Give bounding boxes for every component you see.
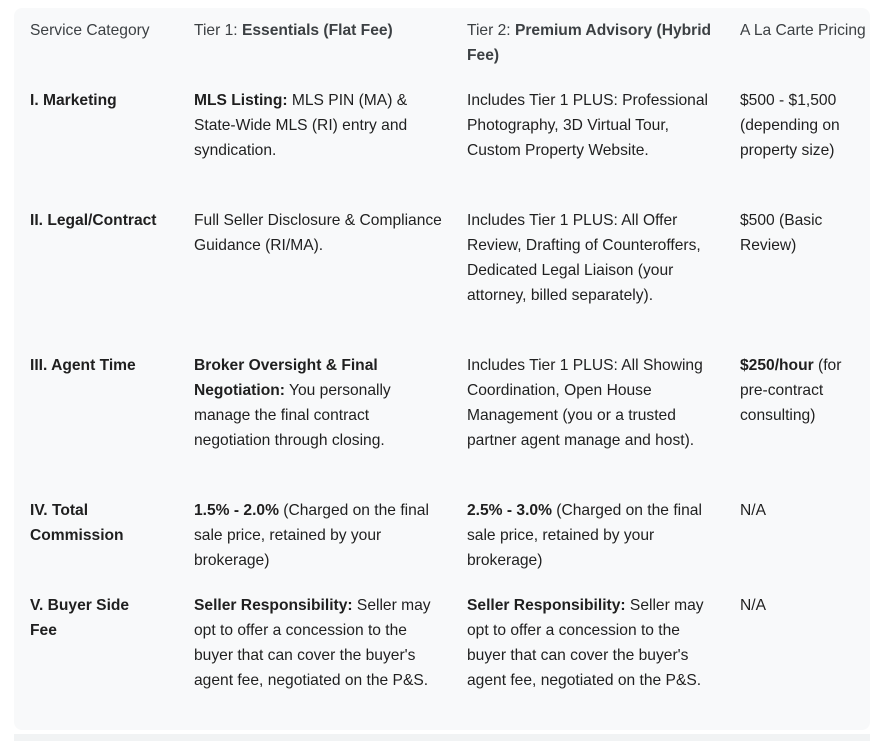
row-a-la-carte: $250/hour (for pre-contract consulting) <box>740 357 842 424</box>
row-a-la-carte: $500 (Basic Review) <box>740 212 823 254</box>
row-tier1: Full Seller Disclosure & Compliance Guidance (RI/MA). <box>194 212 442 254</box>
row-tier2: Includes Tier 1 PLUS: All Showing Coordination, Open House Management (you or a trusted partner agent manage and host). <box>467 357 703 449</box>
pricing-table-card <box>14 8 870 730</box>
row-tier2: Seller Responsibility: Seller may opt to offer a concession to the buyer that can cover the buyer's agent fee, negotiated on the P&S. <box>467 597 704 689</box>
row-a-la-carte: N/A <box>740 597 766 614</box>
row-a-la-carte: N/A <box>740 502 766 519</box>
row-category: IV. Total Commission <box>30 502 124 544</box>
row-tier1: MLS Listing: MLS PIN (MA) & State-Wide MLS (RI) entry and syndication. <box>194 92 408 159</box>
row-category: V. Buyer Side Fee <box>30 597 130 639</box>
row-category: II. Legal/Contract <box>30 212 157 229</box>
row-tier2: Includes Tier 1 PLUS: All Offer Review, Drafting of Counteroffers, Dedicated Legal Liaison (your attorney, billed separately). <box>467 212 701 304</box>
header-service-category: Service Category <box>30 22 150 39</box>
next-card-edge <box>14 734 870 741</box>
row-a-la-carte: $500 - $1,500 (depending on property size) <box>740 92 840 159</box>
header-tier2: Tier 2: Premium Advisory (Hybrid Fee) <box>467 22 712 64</box>
row-tier1: Broker Oversight & Final Negotiation: You personally manage the final contract negotiation through closing. <box>194 357 391 449</box>
row-tier1: 1.5% - 2.0% (Charged on the final sale price, retained by your brokerage) <box>194 502 429 569</box>
row-category: I. Marketing <box>30 92 117 109</box>
row-tier2: Includes Tier 1 PLUS: Professional Photography, 3D Virtual Tour, Custom Property Website. <box>467 92 708 159</box>
header-a-la-carte: A La Carte Pricing <box>740 22 866 39</box>
row-tier2: 2.5% - 3.0% (Charged on the final sale price, retained by your brokerage) <box>467 502 702 569</box>
row-tier1: Seller Responsibility: Seller may opt to offer a concession to the buyer that can cover the buyer's agent fee, negotiated on the P&S. <box>194 597 431 689</box>
header-tier1: Tier 1: Essentials (Flat Fee) <box>194 22 393 39</box>
row-category: III. Agent Time <box>30 357 136 374</box>
